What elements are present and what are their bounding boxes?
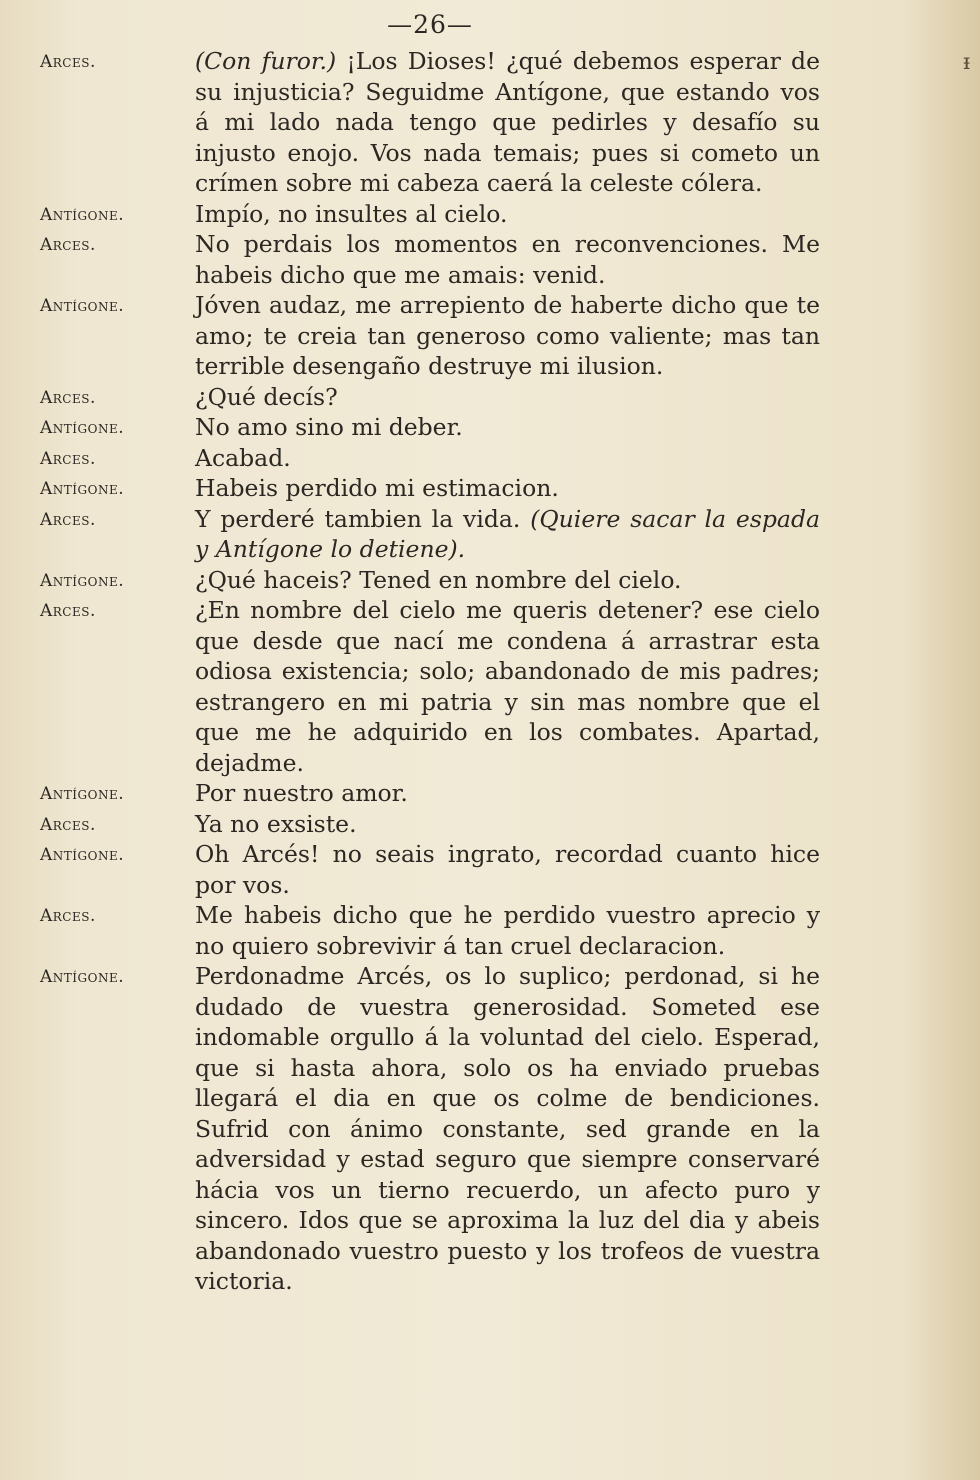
speech xyxy=(40,778,820,809)
speaker-name: Antígone. xyxy=(40,570,125,591)
speaker-name: Antígone. xyxy=(40,204,125,225)
speech-text xyxy=(195,504,820,565)
speech xyxy=(40,412,820,443)
line-text: Habeis perdido mi estimacion. xyxy=(195,474,559,502)
speech xyxy=(40,46,820,199)
speech-text xyxy=(195,809,820,840)
line-text: No amo sino mi deber. xyxy=(195,413,463,441)
speech xyxy=(40,473,820,504)
line-text: Acabad. xyxy=(195,443,291,472)
speech xyxy=(40,961,820,1297)
speaker-name: Arces. xyxy=(40,814,96,835)
speech-text xyxy=(195,839,820,900)
line-text: Oh Arcés! no seais ingrato, recordad cuanto hice por vos. xyxy=(195,840,820,899)
line-text: No perdais los momentos en reconvenciones. Me habeis dicho que me amais: venid. xyxy=(195,230,820,289)
speaker-name: Antígone. xyxy=(40,479,125,499)
speaker-name: Arces. xyxy=(40,52,96,72)
margin-mark: ᵻ xyxy=(962,50,970,75)
speech-text xyxy=(195,778,820,809)
speaker-name: Antígone. xyxy=(40,845,125,865)
speaker-name: Arces. xyxy=(40,235,96,255)
speech xyxy=(40,900,820,961)
speech-text xyxy=(195,900,820,961)
speaker-name: Antígone. xyxy=(40,967,125,987)
line-text: Me habeis dicho que he perdido vuestro aprecio y no quiero sobrevivir á tan cruel declaracion. xyxy=(195,901,820,960)
speech xyxy=(40,290,820,382)
line-text: ¿En nombre del cielo me queris detener? ese cielo que desde que nací me condena á arrastrar esta odiosa existencia; solo; abandonado de mis padres; estrangero en mi patria y sin mas nombre que el que me he adquirido en los combates. Apartad, dejadme. xyxy=(195,596,820,777)
speech xyxy=(40,199,820,230)
speech-text xyxy=(195,382,820,413)
speech xyxy=(40,839,820,900)
line-text: Y perderé tambien la vida. xyxy=(195,504,531,533)
line-text: ¿Qué decís? xyxy=(195,382,338,411)
line-text: Impío, no insultes al cielo. xyxy=(195,199,508,228)
page-number: —26— xyxy=(387,10,473,39)
speech-text xyxy=(195,412,820,443)
speech xyxy=(40,809,820,840)
speech-text xyxy=(195,46,820,199)
line-text: Por nuestro amor. xyxy=(195,779,408,807)
speaker-name: Antígone. xyxy=(40,296,125,316)
speaker-name: Antígone. xyxy=(40,784,125,804)
speaker-name: Arces. xyxy=(40,448,96,469)
speech xyxy=(40,504,820,565)
line-text: ¿Qué haceis? Tened en nombre del cielo. xyxy=(195,565,682,594)
speech xyxy=(40,229,820,290)
speech-text xyxy=(195,290,820,382)
speech xyxy=(40,565,820,596)
speech-text xyxy=(195,595,820,778)
speaker-name: Arces. xyxy=(40,601,96,621)
speech xyxy=(40,595,820,778)
line-text: Jóven audaz, me arrepiento de haberte dicho que te amo; te creia tan generoso como valiente; mas tan terrible desengaño destruye mi ilusion. xyxy=(195,291,820,380)
speech xyxy=(40,443,820,474)
stage-direction: (Con furor.) xyxy=(195,47,337,75)
line-text: Perdonadme Arcés, os lo suplico; perdonad, si he dudado de vuestra generosidad. Someted ese indomable orgullo á la voluntad del cielo. Esperad, que si hasta ahora, solo os ha enviado pruebas llegará el dia en que os colme de bendiciones. Sufrid con ánimo constante, sed grande en la adversidad y estad seguro que siempre conservaré hácia vos un tierno recuerdo, un afecto puro y sincero. Idos que se aproxima la luz del dia y abeis abandonado vuestro puesto y los trofeos de vuestra victoria. xyxy=(195,962,820,1295)
stage-direction: (Quiere sacar la espada y Antígone lo detiene). xyxy=(195,504,820,563)
speaker-name: Arces. xyxy=(40,906,96,926)
speech xyxy=(40,382,820,413)
speaker-name: Arces. xyxy=(40,387,96,408)
speech-text xyxy=(195,229,820,290)
speech-text xyxy=(195,443,820,474)
speech-text xyxy=(195,199,820,230)
line-text: ¡Los Dioses! ¿qué debemos esperar de su injusticia? Seguidme Antígone, que estando vos á mi lado nada tengo que pedirles y desafío su injusto enojo. Vos nada temais; pues si cometo un crímen sobre mi cabeza caerá la celeste cólera. xyxy=(195,47,820,197)
speech-text xyxy=(195,961,820,1297)
line-text: Ya no exsiste. xyxy=(195,809,357,838)
speech-text xyxy=(195,473,820,504)
speaker-name: Antígone. xyxy=(40,418,125,438)
speaker-name: Arces. xyxy=(40,509,96,530)
dialogue xyxy=(40,46,820,1297)
speech-text xyxy=(195,565,820,596)
